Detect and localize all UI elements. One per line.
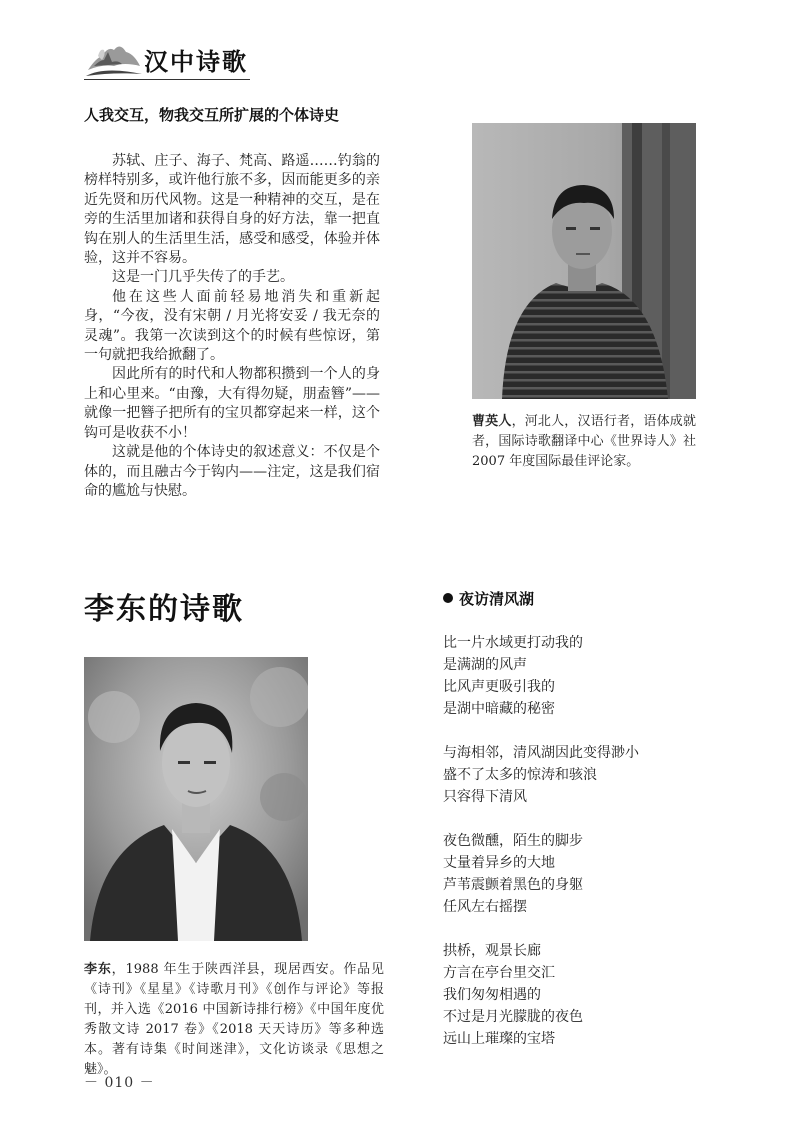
- essay-paragraph: 这就是他的个体诗史的叙述意义：不仅是个体的，而且融古今于钩内——注定，这是我们宿命的尴尬与快慰。: [84, 444, 380, 499]
- poem-line: 只容得下清风: [443, 789, 527, 805]
- poem-line: 是湖中暗藏的秘密: [443, 701, 555, 717]
- poem-line: 比一片水域更打动我的: [443, 635, 583, 651]
- essay-paragraph: 这是一门几乎失传了的手艺。: [112, 269, 294, 286]
- poem-line: 方言在亭台里交汇: [443, 965, 555, 981]
- essay-body: [84, 152, 380, 501]
- poet-portrait-photo: [84, 657, 308, 941]
- critic-name: 曹英人: [472, 414, 512, 429]
- magazine-logo-icon: [84, 36, 144, 80]
- critic-caption: [472, 412, 696, 472]
- poem-line: 不过是月光朦胧的夜色: [443, 1009, 583, 1025]
- section-title: 李东的诗歌: [84, 592, 244, 627]
- poet-name: 李东: [84, 962, 112, 977]
- poem-line: 我们匆匆相遇的: [443, 987, 541, 1003]
- poem-line: 比风声更吸引我的: [443, 679, 555, 695]
- poet-caption: [84, 960, 384, 1080]
- poem-line: 任风左右摇摆: [443, 899, 527, 915]
- bullet-icon: [443, 593, 453, 603]
- critic-bio: ，河北人，汉语行者，语体成就者，国际诗歌翻译中心《世界诗人》社 2007 年度国际最佳评论家。: [472, 414, 696, 469]
- poem-stanza: [443, 742, 693, 808]
- poem-stanza: [443, 940, 693, 1050]
- essay-paragraph: 他在这些人面前轻易地消失和重新起身，“今夜，没有宋朝 / 月光将安妥 / 我无奈的灵魂”。我第一次读到这个的时候有些惊讶，第一句就把我给掀翻了。: [84, 288, 380, 364]
- poem-line: 盛不了太多的惊涛和骇浪: [443, 767, 597, 783]
- poem-line: 是满湖的风声: [443, 657, 527, 673]
- poem-line: 芦苇震颤着黑色的身躯: [443, 877, 583, 893]
- essay-paragraph: 因此所有的时代和人物都积攒到一个人的身上和心里来。“由豫，大有得勿疑，朋盍簪”——就像一把簪子把所有的宝贝都穿起来一样，这个钩可是收获不小！: [84, 366, 380, 441]
- poem-title: [443, 588, 534, 609]
- poem-title-text: 夜访清风湖: [459, 590, 535, 608]
- poem-body: [443, 632, 693, 1072]
- poem-line: 丈量着异乡的大地: [443, 855, 555, 871]
- essay-paragraph: 苏轼、庄子、海子、梵高、路遥……钓翁的榜样特别多，或许他行旅不多，因而能更多的亲近先贤和历代风物。这是一种精神的交互，是在旁的生活里加诸和获得自身的好方法，靠一把直钩在别人的生活里生活，感受和感受，体验并体验，这并不容易。: [84, 153, 380, 267]
- header-divider: [84, 79, 250, 80]
- poem-line: 与海相邻，清风湖因此变得渺小: [443, 745, 639, 761]
- poem-line: 远山上璀璨的宝塔: [443, 1031, 555, 1047]
- poem-stanza: [443, 632, 693, 720]
- page-number: － 010 －: [84, 1075, 155, 1091]
- critic-portrait-photo: [472, 123, 696, 399]
- poet-bio: ，1988 年生于陕西洋县，现居西安。作品见《诗刊》《星星》《诗歌月刊》《创作与评论》等报刊，并入选《2016 中国新诗排行榜》《中国年度优秀散文诗 2017 卷》《2018 天天诗历》等多种选本。著有诗集《时间迷津》，文化访谈录《思想之魅》。: [84, 962, 384, 1077]
- magazine-title: 汉中诗歌: [144, 47, 248, 76]
- essay-heading: 人我交互，物我交互所扩展的个体诗史: [84, 106, 340, 124]
- poem-line: 夜色微醺，陌生的脚步: [443, 833, 583, 849]
- poem-line: 拱桥，观景长廊: [443, 943, 541, 959]
- poem-stanza: [443, 830, 693, 918]
